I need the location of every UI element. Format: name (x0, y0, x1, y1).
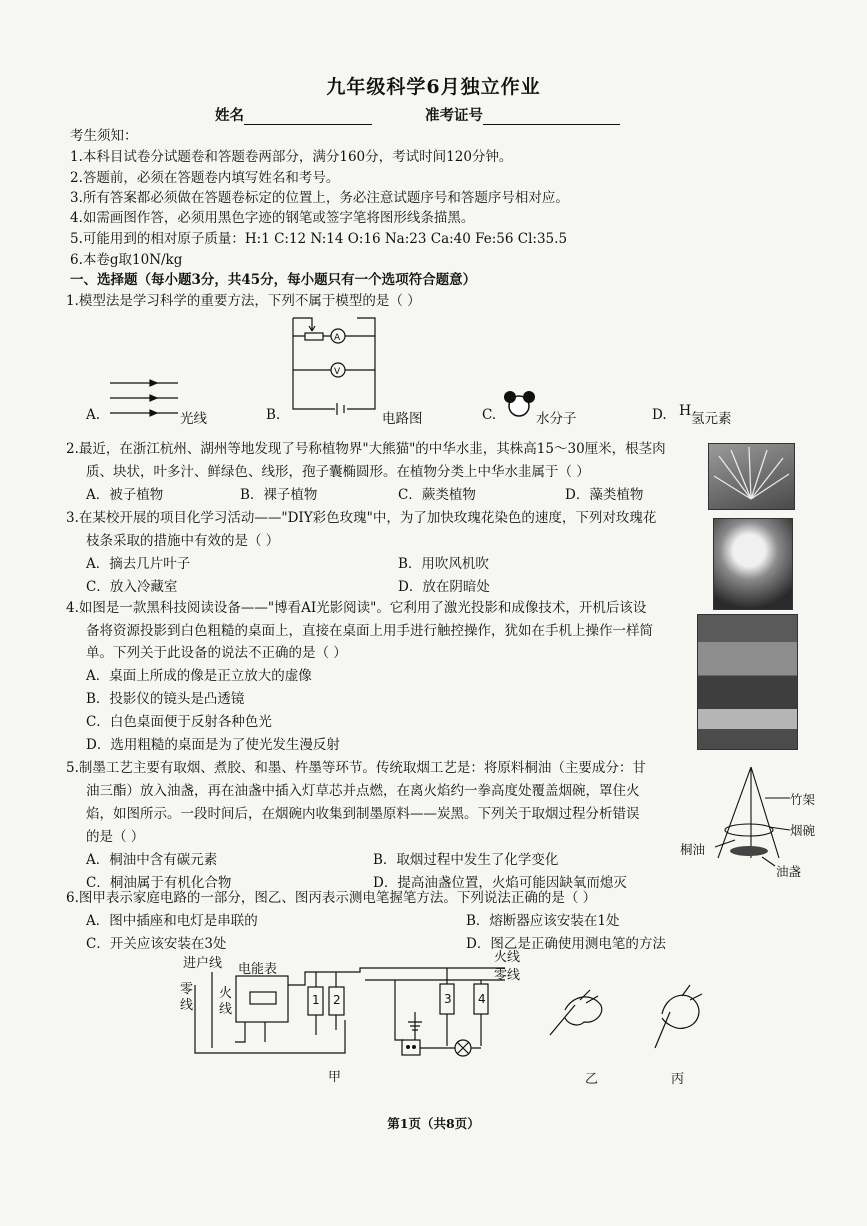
question-5-line: 5.制墨工艺主要有取烟、煮胶、和墨、杵墨等环节。传统取烟工艺是：将原料桐油（主要成分：甘 (66, 760, 646, 776)
q1-option-a: A. (86, 407, 101, 423)
question-1-stem: 1.模型法是学习科学的重要方法，下列不属于模型的是（ ） (66, 293, 421, 309)
neutral-wire-label: 零线 (494, 968, 521, 983)
q1-option-d: D. (652, 407, 667, 423)
q5-option-b: B．取烟过程中发生了化学变化 (373, 852, 559, 868)
q5-option-a: A．桐油中含有碳元素 (86, 852, 218, 868)
notice-heading: 考生须知： (70, 128, 138, 144)
page-title: 九年级科学6月独立作业 (326, 76, 541, 98)
q6-option-a: A．图中插座和电灯是串联的 (86, 913, 258, 929)
q2-option-a: A．被子植物 (86, 487, 164, 503)
q1-option-a-label: 光线 (180, 411, 207, 427)
q1-option-c-label: 水分子 (536, 411, 577, 427)
live-wire-label: 火线 (494, 950, 521, 965)
switch-box-3: 3 (444, 992, 452, 1006)
question-6-stem: 6.图甲表示家庭电路的一部分，图乙、图丙表示测电笔握笔方法。下列说法正确的是（ ） (66, 890, 597, 906)
notice-item: 2.答题前，必须在答题卷内填写姓名和考号。 (70, 170, 340, 186)
question-2-line: 质、块状，叶多汁、鲜绿色、线形，孢子囊椭圆形。在植物分类上中华水韭属于（ ） (86, 464, 590, 480)
q5-option-d: D．提高油盏位置，火焰可能因缺氧而熄灭 (373, 875, 627, 891)
q5-option-c: C．桐油属于有机化合物 (86, 875, 232, 891)
figure-jia-caption: 甲 (328, 1070, 342, 1085)
q1-option-c: C. (482, 407, 497, 423)
exam-number-label: 准考证号 (425, 107, 483, 124)
question-5-line: 焰，如图所示。一段时间后，在烟碗内收集到制墨原料——炭黑。下列关于取烟过程分析错误 (86, 806, 640, 822)
incoming-line-label: 进户线 (183, 956, 223, 971)
notice-item: 3.所有答案都必须做在答题卷标定的位置上，务必注意试题序号和答题序号相对应。 (70, 190, 569, 206)
question-4-line: 单。下列关于此设备的说法不正确的是（ ） (86, 645, 347, 661)
bamboo-frame-label: 竹架 (790, 792, 816, 807)
notice-item: 5.可能用到的相对原子质量：H:1 C:12 N:14 O:16 Na:23 Ca:40 Fe:56 Cl:35.5 (70, 231, 568, 247)
q6-option-d: D．图乙是正确使用测电笔的方法 (466, 936, 666, 952)
q4-option-d: D．选用粗糙的桌面是为了使光发生漫反射 (86, 737, 340, 753)
fuse-box-2: 2 (333, 993, 341, 1007)
q2-option-b: B．裸子植物 (240, 487, 318, 503)
electric-meter-label: 电能表 (238, 962, 278, 977)
name-label: 姓名 (215, 107, 244, 124)
question-4-line: 备将资源投影到白色粗糙的桌面上，直接在桌面上用手进行触控操作，犹如在手机上操作一样简 (86, 623, 653, 639)
section-heading: 一、选择题（每小题3分，共45分，每小题只有一个选项符合题意） (70, 272, 477, 288)
soot-bowl-label: 烟碗 (790, 823, 816, 838)
ammeter-label: A (334, 333, 341, 343)
figure-bing-caption: 丙 (671, 1072, 685, 1087)
q2-option-c: C．蕨类植物 (398, 487, 476, 503)
question-5-line: 油三酯）放入油盏，再在油盏中插入灯草芯并点燃，在离火焰约一拳高度处覆盖烟碗，罩住火 (86, 783, 640, 799)
q4-option-a: A．桌面上所成的像是正立放大的虚像 (86, 668, 312, 684)
question-3-line: 枝条采取的措施中有效的是（ ） (86, 533, 280, 549)
q6-option-c: C．开关应该安装在3处 (86, 936, 227, 952)
notice-item: 4.如需画图作答，必须用黑色字迹的钢笔或签字笔将图形线条描黑。 (70, 210, 475, 226)
figure-yi-caption: 乙 (585, 1072, 599, 1087)
voltmeter-label: V (334, 367, 341, 377)
tung-oil-label: 桐油 (680, 842, 706, 857)
page-number: 第1页（共8页） (387, 1116, 480, 1131)
notice-item: 1.本科目试卷分试题卷和答题卷两部分，满分160分，考试时间120分钟。 (70, 149, 513, 165)
neutral-wire-vertical-label: 零线 (180, 982, 194, 1013)
fuse-box-1: 1 (312, 993, 320, 1007)
q4-option-b: B．投影仪的镜头是凸透镜 (86, 691, 245, 707)
q1-option-b-label: 电路图 (382, 411, 423, 427)
question-3-line: 3.在某校开展的项目化学习活动——"DIY彩色玫瑰"中，为了加快玫瑰花染色的速度，下列对玫瑰花 (66, 510, 657, 526)
live-wire-vertical-label: 火线 (219, 986, 233, 1017)
q3-option-b: B．用吹风机吹 (398, 556, 489, 572)
hydrogen-symbol: H (679, 403, 692, 419)
q3-option-c: C．放入冷藏室 (86, 579, 178, 595)
question-2-line: 2.最近，在浙江杭州、湖州等地发现了号称植物界"大熊猫"的中华水韭，其株高15～30厘米，根茎肉 (66, 441, 666, 457)
question-4-line: 4.如图是一款黑科技阅读设备——"博看AI光影阅读"。它利用了激光投影和成像技术，开机后该设 (66, 600, 647, 616)
q1-option-b: B. (266, 407, 281, 423)
q3-option-a: A．摘去几片叶子 (86, 556, 191, 572)
switch-box-4: 4 (478, 992, 486, 1006)
notice-item: 6.本卷g取10N/kg (70, 252, 183, 268)
q2-option-d: D．藻类植物 (565, 487, 644, 503)
oil-lamp-label: 油盏 (776, 864, 802, 879)
q6-option-b: B．熔断器应该安装在1处 (466, 913, 620, 929)
q1-option-d-label: 氢元素 (691, 411, 732, 427)
question-5-line: 的是（ ） (86, 829, 145, 845)
q4-option-c: C．白色桌面便于反射各种色光 (86, 714, 272, 730)
q3-option-d: D．放在阴暗处 (398, 579, 490, 595)
